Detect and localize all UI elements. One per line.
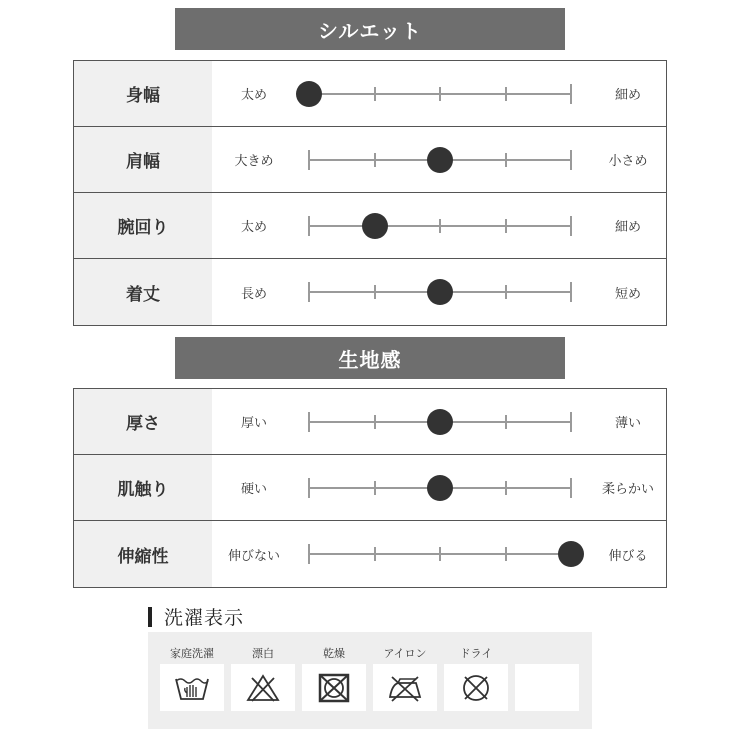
no-tumble-dry-icon [302,664,366,711]
rating-scale [309,389,571,454]
scale-left-label: 硬い [240,482,267,497]
care-label: ドライ [459,647,493,660]
scale-tick [505,415,507,429]
rating-scale [309,259,571,325]
washing-panel [148,632,592,729]
washing-title-text: 洗濯表示 [164,607,245,629]
row-label: 肌触り [74,455,212,520]
scale-tick [374,87,376,101]
rating-scale [309,455,571,520]
scale-right-label: 薄い [614,416,641,431]
scale-marker [427,279,453,305]
scale-left-label: 太め [240,88,267,103]
care-label: 漂白 [252,647,274,660]
scale-tick [308,478,310,498]
scale-tick [308,412,310,432]
empty-care-box [515,664,579,711]
scale-marker [296,81,322,107]
scale-marker [558,541,584,567]
title-bar [148,607,152,627]
scale-tick [570,84,572,104]
silhouette-row [74,193,666,259]
texture-row [74,389,666,455]
silhouette-row [74,127,666,193]
scale-tick [439,219,441,233]
scale-right-label: 伸びる [608,548,648,564]
scale-tick [374,481,376,495]
scale-right-label: 小さめ [608,154,648,169]
scale-tick [570,478,572,498]
care-label [515,642,579,664]
scale-left-label: 厚い [240,416,267,431]
row-label: 肩幅 [74,127,212,192]
rating-scale [309,127,571,192]
scale-marker [362,213,388,239]
row-label: 厚さ [74,389,212,454]
scale-tick [570,412,572,432]
row-label: 伸縮性 [74,521,212,587]
no-iron-icon [373,664,437,711]
care-item [302,642,366,711]
scale-tick [505,285,507,299]
scale-tick [374,285,376,299]
scale-tick [439,87,441,101]
rating-scale [309,521,571,587]
silhouette-row [74,259,666,325]
row-label: 身幅 [74,61,212,126]
scale-tick [570,216,572,236]
scale-tick [505,481,507,495]
scale-tick [308,216,310,236]
silhouette-header [175,8,565,50]
care-item [231,642,295,711]
scale-tick [308,150,310,170]
row-label: 着丈 [74,259,212,325]
scale-tick [505,153,507,167]
scale-right-label: 短め [614,286,641,302]
scale-tick [505,87,507,101]
care-item [373,642,437,711]
silhouette-table [73,60,667,326]
scale-left-label: 大きめ [234,154,274,169]
scale-tick [308,282,310,302]
rating-scale [309,61,571,126]
scale-marker [427,409,453,435]
scale-tick [374,415,376,429]
silhouette-row [74,61,666,127]
scale-tick [570,150,572,170]
scale-tick [439,547,441,561]
care-label: 家庭洗濯 [170,647,214,660]
scale-marker [427,147,453,173]
texture-row [74,521,666,587]
scale-left-label: 長め [240,286,267,302]
scale-right-label: 細め [614,88,641,103]
hand-wash-icon [160,664,224,711]
silhouette-title: シルエット [317,18,423,43]
care-label: アイロン [383,647,427,660]
scale-tick [374,153,376,167]
scale-tick [505,547,507,561]
rating-scale [309,193,571,258]
scale-right-label: 細め [614,220,641,235]
care-item [444,642,508,711]
care-item [160,642,224,711]
no-dry-clean-icon [444,664,508,711]
texture-row [74,455,666,521]
no-bleach-icon [231,664,295,711]
washing-title [148,603,244,630]
texture-header [175,337,565,379]
care-item [515,642,579,711]
scale-right-label: 柔らかい [601,482,654,497]
scale-tick [308,544,310,564]
scale-marker [427,475,453,501]
scale-tick [374,547,376,561]
scale-left-label: 太め [240,220,267,235]
row-label: 腕回り [74,193,212,258]
texture-title: 生地感 [338,347,402,372]
care-label: 乾燥 [323,647,345,660]
scale-left-label: 伸びない [227,548,280,564]
scale-tick [505,219,507,233]
scale-tick [570,282,572,302]
texture-table [73,388,667,588]
